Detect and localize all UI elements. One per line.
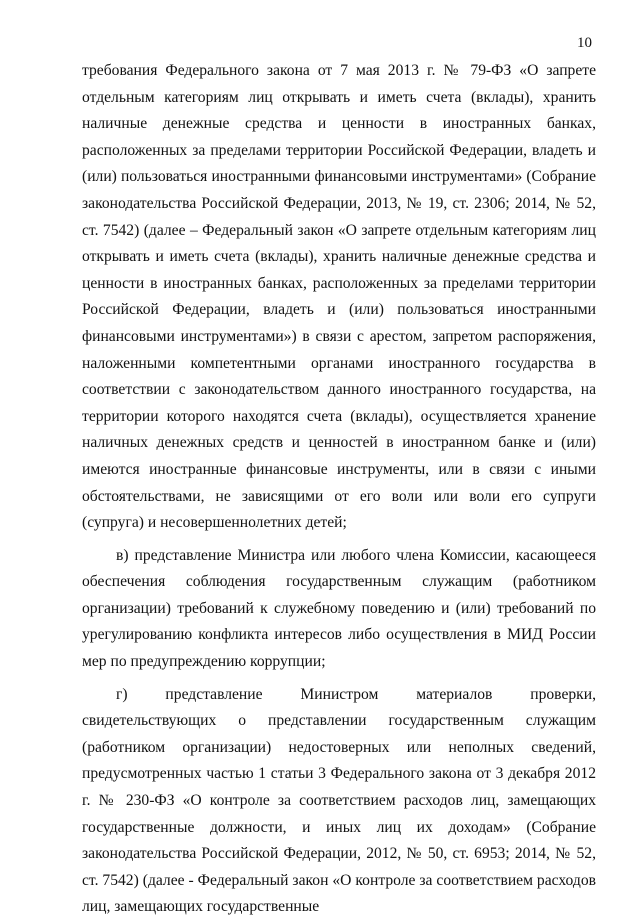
document-body — [82, 58, 596, 921]
page-number: 10 — [577, 35, 592, 51]
paragraph-item-g: г) представление Министром материалов проверки, свидетельствующих о представлении государственным служащим (работником организации) недостоверных или неполных сведений, предусмотренных частью 1 статьи 3 Федерального закона от 3 декабря 2012 г. № 230-ФЗ «О контроле за соответствием расходов лиц, замещающих государственные должности, и иных лиц их доходам» (Собрание законодательства Российской Федерации, 2012, № 50, ст. 6953; 2014, № 52, ст. 7542) (далее - Федеральный закон «О контроле за соответствием расходов лиц, замещающих государственные — [82, 685, 596, 916]
paragraph-continuation: требования Федерального закона от 7 мая 2013 г. № 79-ФЗ «О запрете отдельным категориям лиц открывать и иметь счета (вклады), хранить наличные денежные средства и ценности в иностранных банках, расположенных за пределами территории Российской Федерации, владеть и (или) пользоваться иностранными финансовыми инструментами» (Собрание законодательства Российской Федерации, 2013, № 19, ст. 2306; 2014, № 52, ст. 7542) (далее – Федеральный закон «О запрете отдельным категориям лиц открывать и иметь счета (вклады), хранить наличные денежные средства и ценности в иностранных банках, расположенных за пределами территории Российской Федерации, владеть и (или) пользоваться иностранными финансовыми инструментами») в связи с арестом, запретом распоряжения, наложенными компетентными органами иностранного государства в соответствии с законодательством данного иностранного государства, на территории которого находятся счета (вклады), осуществляется хранение наличных денежных средств и ценностей в иностранном банке и (или) имеются иностранные финансовые инструменты, или в связи с иными обстоятельствами, не зависящими от его воли или воли его супруги (супруга) и несовершеннолетних детей; — [82, 62, 596, 532]
paragraph-item-v: в) представление Министра или любого члена Комиссии, касающееся обеспечения соблюдения государственным служащим (работником организации) требований к служебному поведению и (или) требований по урегулированию конфликта интересов либо осуществления в МИД России мер по предупреждению коррупции; — [82, 546, 596, 671]
